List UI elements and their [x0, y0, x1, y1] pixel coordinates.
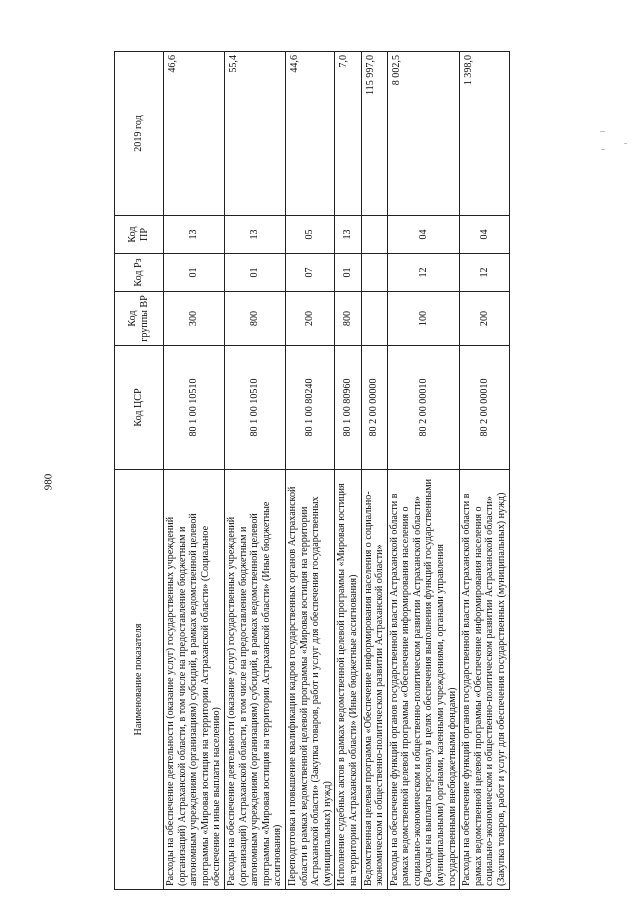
row-rz: 12 [460, 254, 509, 292]
row-pr [361, 216, 387, 254]
row-name: Переподготовка и повышение квалификации кадров государственных органов Астраханской области в рамках ведомственной целевой программы «Мировая юстиция на территории Астраханской области» (Закупка товаров, работ и услуг для обеспечения государственных (муниципальных) нужд) [285, 470, 334, 890]
row-year-amount: 1 398,0 [460, 52, 509, 216]
row-csr: 80 1 00 80240 [285, 346, 334, 470]
header-rz: Код Рз [115, 254, 164, 292]
table-row [224, 52, 285, 890]
row-rz: 01 [164, 254, 225, 292]
header-vr: Код группы ВР [115, 292, 164, 346]
row-vr: 300 [164, 292, 225, 346]
page-number: 980 [42, 473, 55, 491]
row-name: Расходы на обеспечение деятельности (оказание услуг) государственных учреждений (организаций) Астраханской области, в том числе на предоставление бюджетным и автономным учреждениям (организациям) субсидий, в рамках ведомственной целевой программы «Мировая юстиция на территории Астраханской области» (Иные бюджетные ассигнования) [224, 470, 285, 890]
table-row [164, 52, 225, 890]
header-year: 2019 год [115, 52, 164, 216]
row-vr: 800 [224, 292, 285, 346]
row-rz: 01 [224, 254, 285, 292]
row-name: Расходы на обеспечение деятельности (оказание услуг) государственных учреждений (организаций) Астраханской области, в том числе на предоставление бюджетным и автономным учреждениям (организациям) субсидий, в рамках ведомственной целевой программы «Мировая юстиция на территории Астраханской области» (Социальное обеспечение и иные выплаты населению) [164, 470, 225, 890]
header-pr: Код ПР [115, 216, 164, 254]
row-rz: 01 [335, 254, 361, 292]
row-year-amount: 46,6 [164, 52, 225, 216]
row-year-amount: 115 997,0 [361, 52, 387, 216]
row-vr [361, 292, 387, 346]
row-year-amount: 44,6 [285, 52, 334, 216]
row-name: Расходы на обеспечение функций органов государственной власти Астраханской области в рамках ведомственной целевой программы «Обеспечение информирования населения о социально-экономическом и общественно-политическом развитии Астраханской области» (Расходы на выплаты персоналу в целях обеспечения выполнения функций государственными (муниципальными) органами, казенными учреждениями, органами управления государственными внебюджетными фондами) [387, 470, 460, 890]
row-name: Расходы на обеспечение функций органов государственной власти Астраханской области в рамках ведомственной целевой программы «Обеспечение информирования населения о социально-экономическом и общественно-политическом развитии Астраханской области» (Закупка товаров, работ и услуг для обеспечения государственных (муниципальных) нужд) [460, 470, 509, 890]
row-csr: 80 1 00 10510 [164, 346, 225, 470]
table-row [361, 52, 387, 890]
row-pr: 04 [460, 216, 509, 254]
table-row [387, 52, 460, 890]
scan-speck [600, 131, 605, 132]
budget-table-rotated [114, 52, 508, 890]
row-year-amount: 55,4 [224, 52, 285, 216]
row-csr: 80 2 00 00000 [361, 346, 387, 470]
row-csr: 80 2 00 00010 [460, 346, 509, 470]
row-pr: 13 [335, 216, 361, 254]
table-row [285, 52, 334, 890]
scan-speck [601, 149, 605, 150]
row-csr: 80 2 00 00010 [387, 346, 460, 470]
row-csr: 80 1 00 10510 [224, 346, 285, 470]
row-pr: 13 [164, 216, 225, 254]
row-csr: 80 1 00 80960 [335, 346, 361, 470]
row-year-amount: 8 002,5 [387, 52, 460, 216]
row-pr: 13 [224, 216, 285, 254]
row-name: Исполнение судебных актов в рамках ведомственной целевой программы «Мировая юстиция на территории Астраханской области» (Иные бюджетные ассигнования) [335, 470, 361, 890]
table-row [335, 52, 361, 890]
header-name: Наименование показателя [115, 470, 164, 890]
row-vr: 100 [387, 292, 460, 346]
row-rz [361, 254, 387, 292]
scan-speck [624, 143, 627, 144]
row-year-amount: 7,0 [335, 52, 361, 216]
budget-table [114, 51, 510, 890]
row-name: Ведомственная целевая программа «Обеспечение информирования населения о социально-экономическом и общественно-политическом развитии Астраханской области» [361, 470, 387, 890]
row-vr: 200 [460, 292, 509, 346]
row-pr: 04 [387, 216, 460, 254]
table-row [460, 52, 509, 890]
header-csr: Код ЦСР [115, 346, 164, 470]
table-header-row [115, 52, 164, 890]
row-rz: 12 [387, 254, 460, 292]
row-vr: 800 [335, 292, 361, 346]
row-rz: 07 [285, 254, 334, 292]
row-vr: 200 [285, 292, 334, 346]
row-pr: 05 [285, 216, 334, 254]
